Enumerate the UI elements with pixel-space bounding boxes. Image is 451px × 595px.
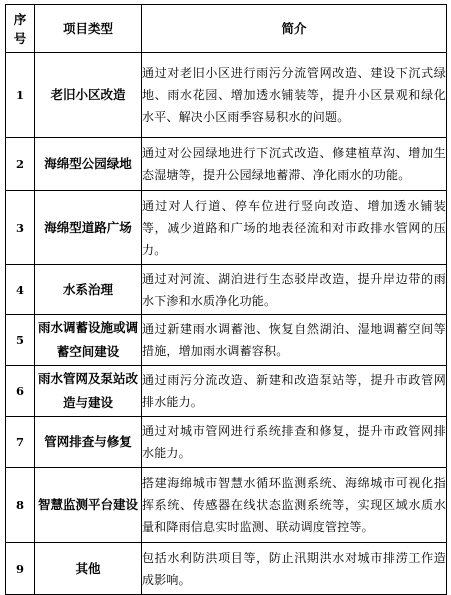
table-row — [6, 191, 447, 265]
row-type: 管网排查与修复 — [35, 417, 142, 468]
table-row — [6, 366, 447, 417]
row-description: 通过对河流、湖泊进行生态驳岸改造，提升岸边带的雨水下渗和水质净化功能。 — [142, 265, 447, 315]
table-row — [6, 53, 447, 138]
row-type: 其他 — [35, 543, 142, 595]
row-index: 9 — [6, 543, 35, 595]
row-description: 通过新建雨水调蓄池、恢复自然湖泊、湿地调蓄空间等措施，增加雨水调蓄容积。 — [142, 315, 447, 366]
row-index: 3 — [6, 191, 35, 265]
row-description: 通过对城市管网进行系统排查和修复，提升市政管网排水能力。 — [142, 417, 447, 468]
row-description: 通过对公园绿地进行下沉式改造、修建植草沟、增加生态湿塘等，提升公园绿地蓄滞、净化雨水的功能。 — [142, 138, 447, 191]
row-type: 海绵型公园绿地 — [35, 138, 142, 191]
table-row — [6, 265, 447, 315]
header-description: 简介 — [142, 5, 447, 53]
row-index: 5 — [6, 315, 35, 366]
row-index: 6 — [6, 366, 35, 417]
row-index: 8 — [6, 468, 35, 543]
row-index: 1 — [6, 53, 35, 138]
row-index: 7 — [6, 417, 35, 468]
row-description: 包括水利防洪项目等，防止汛期洪水对城市排涝工作造成影响。 — [142, 543, 447, 595]
table-header-row — [6, 5, 447, 53]
row-type: 老旧小区改造 — [35, 53, 142, 138]
table-row — [6, 543, 447, 595]
row-description: 通过雨污分流改造、新建和改造泵站等，提升市政管网排水能力。 — [142, 366, 447, 417]
row-type: 海绵型道路广场 — [35, 191, 142, 265]
row-index: 4 — [6, 265, 35, 315]
row-description: 搭建海绵城市智慧水循环监测系统、海绵城市可视化指挥系统、传感器在线状态监测系统等，实现区域水质水量和降雨信息实时监测、联动调度管控等。 — [142, 468, 447, 543]
row-description: 通过对人行道、停车位进行竖向改造、增加透水铺装等，减少道路和广场的地表径流和对市政排水管网的压力。 — [142, 191, 447, 265]
header-type: 项目类型 — [35, 5, 142, 53]
row-type: 雨水调蓄设施或调蓄空间建设 — [35, 315, 142, 366]
row-type: 雨水管网及泵站改造与建设 — [35, 366, 142, 417]
header-index: 序 号 — [6, 5, 35, 53]
table-row — [6, 468, 447, 543]
row-type: 智慧监测平台建设 — [35, 468, 142, 543]
table-row — [6, 417, 447, 468]
table-row — [6, 315, 447, 366]
row-index: 2 — [6, 138, 35, 191]
row-type: 水系治理 — [35, 265, 142, 315]
project-type-table-container — [5, 4, 446, 587]
project-type-table — [5, 4, 447, 595]
table-row — [6, 138, 447, 191]
row-description: 通过对老旧小区进行雨污分流管网改造、建设下沉式绿地、雨水花园、增加透水铺装等，提升小区景观和绿化水平、解决小区雨季容易积水的问题。 — [142, 53, 447, 138]
